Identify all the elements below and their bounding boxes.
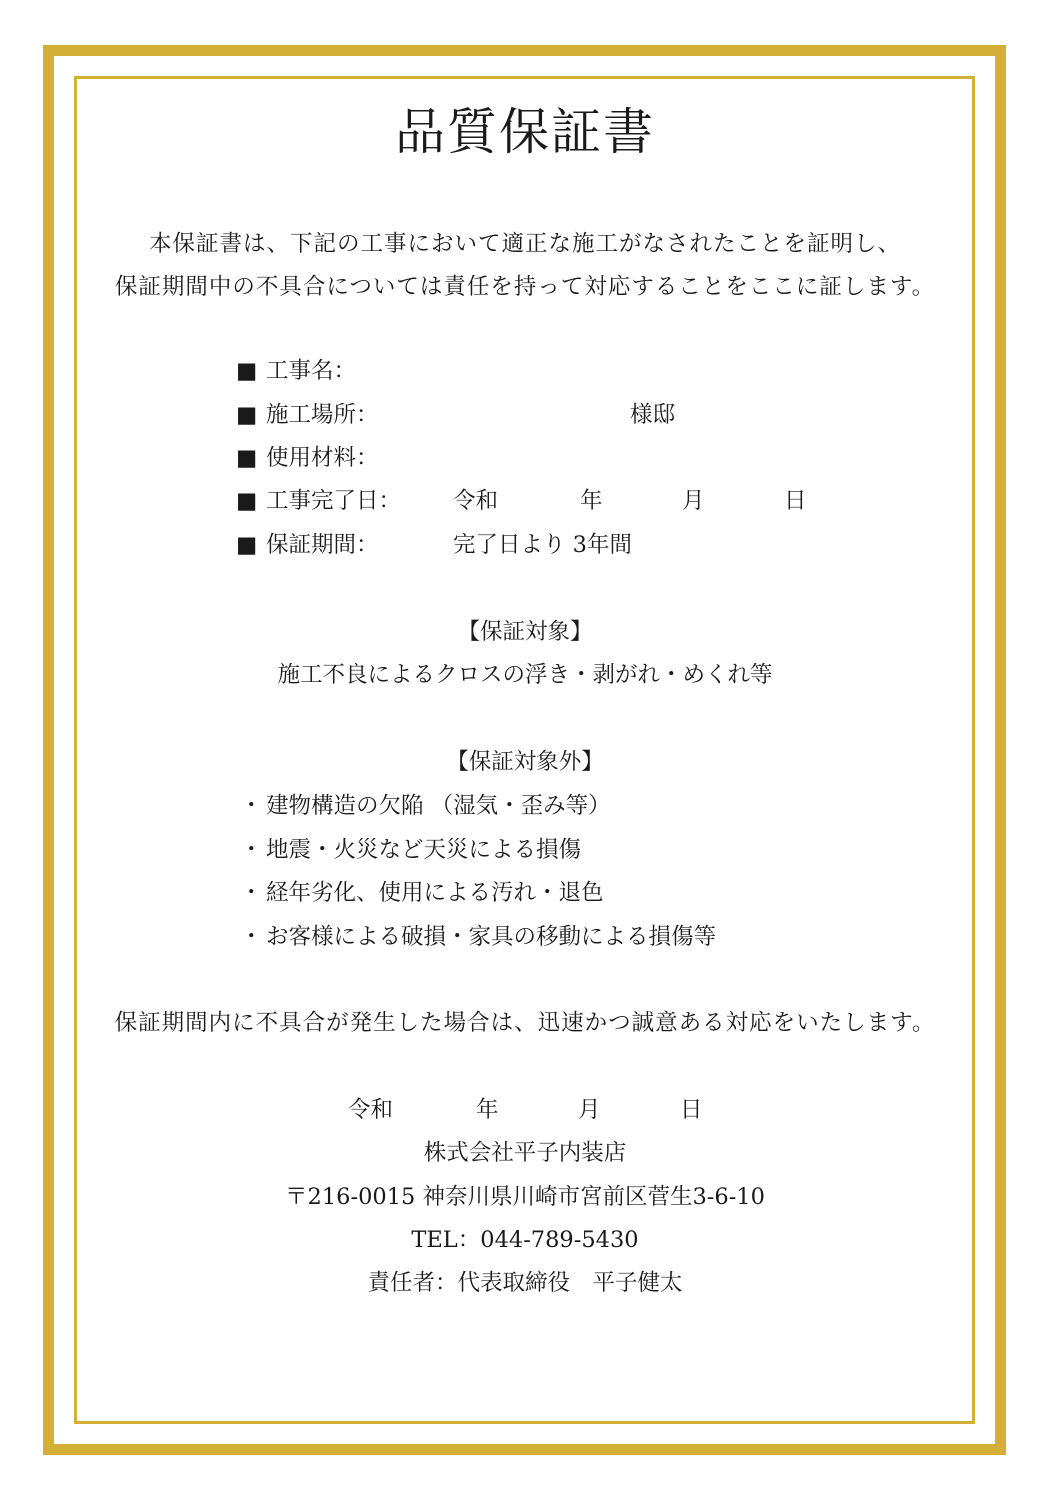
square-bullet-icon: ■ [236,445,258,471]
document-title: 品質保証書 [395,103,655,161]
footer-month: 月 [578,1097,601,1123]
exclusion-item-text: 経年劣化、使用による汚れ・退色 [266,880,604,906]
materials-label: 使用材料： [266,445,379,471]
location-value: 様邸 [630,402,676,428]
field-materials [236,443,379,473]
field-completion-date [236,486,401,516]
dot-bullet-icon: ・ [240,837,263,863]
dot-bullet-icon: ・ [240,924,263,950]
square-bullet-icon: ■ [236,532,258,558]
footer-year: 年 [476,1097,499,1123]
work-name-label: 工事名： [266,358,357,384]
exclusions-heading: 【保証対象外】 [446,749,604,775]
location-label: 施工場所： [266,402,379,428]
completion-year: 年 [580,488,603,514]
field-location [236,400,379,430]
dot-bullet-icon: ・ [240,880,263,906]
footer-era: 令和 [348,1097,394,1123]
exclusion-item [240,878,604,908]
exclusion-item [240,922,716,952]
field-work-name [236,356,356,386]
exclusion-item-text: お客様による破損・家具の移動による損傷等 [266,924,717,950]
field-warranty-period [236,530,379,560]
exclusion-item-text: 建物構造の欠陥 （湿気・歪み等） [266,793,611,819]
exclusion-item-text: 地震・火災など天災による損傷 [266,837,582,863]
intro-line-1: 本保証書は、下記の工事において適正な施工がなされたことを証明し、 [148,231,901,257]
completion-day: 日 [784,488,807,514]
footer-day: 日 [680,1097,703,1123]
square-bullet-icon: ■ [236,488,258,514]
coverage-heading: 【保証対象】 [457,619,593,645]
company-address: 〒216-0015 神奈川県川崎市宮前区菅生3-6-10 [285,1184,765,1210]
intro-line-2: 保証期間中の不具合については責任を持って対応することをここに証します。 [114,274,936,300]
coverage-text: 施工不良によるクロスの浮き・剥がれ・めくれ等 [277,662,773,688]
exclusion-item [240,791,611,821]
representative: 責任者：代表取締役 平子健太 [367,1270,683,1296]
square-bullet-icon: ■ [236,358,258,384]
period-label: 保証期間： [266,532,379,558]
completion-month: 月 [682,488,705,514]
company-name: 株式会社平子内装店 [423,1140,627,1166]
period-value: 完了日より 3年間 [453,532,632,558]
completion-era: 令和 [453,488,499,514]
closing-statement: 保証期間内に不具合が発生した場合は、迅速かつ誠意ある対応をいたします。 [114,1010,936,1036]
square-bullet-icon: ■ [236,402,258,428]
company-tel: TEL：044-789-5430 [411,1227,639,1253]
exclusion-item [240,835,581,865]
completion-label: 工事完了日： [266,488,402,514]
dot-bullet-icon: ・ [240,793,263,819]
